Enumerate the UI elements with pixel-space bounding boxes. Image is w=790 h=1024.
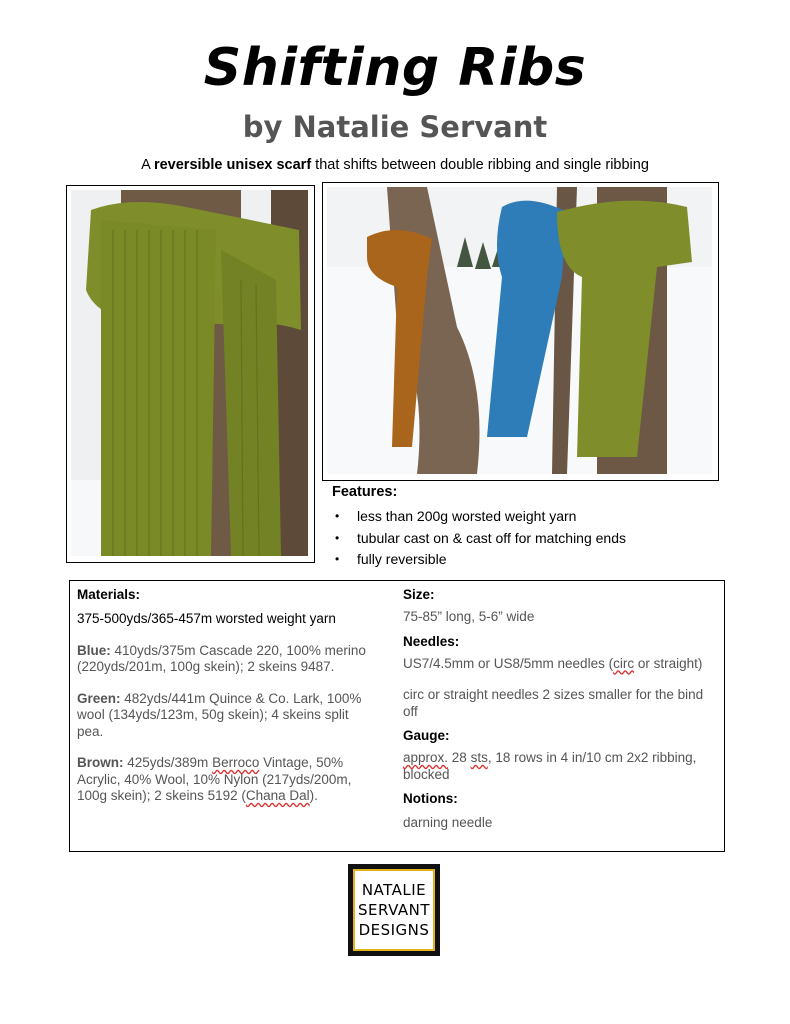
logo-line: SERVANT [357,901,431,919]
gauge-text-a: 28 [448,750,471,765]
feature-text: fully reversible [357,551,447,567]
logo-frame [353,869,435,951]
size-heading: Size: [403,587,435,602]
notions-heading: Notions: [403,791,458,806]
tagline-suffix: that shifts between double ribbing and single ribbing [311,157,649,173]
features-list [332,506,712,571]
bullet-icon: • [335,509,340,523]
brown-colorway: Chana Dal [245,788,310,803]
feature-item [332,506,712,528]
three-scarves-photo [322,182,719,481]
pattern-title: Shifting Ribs [203,38,587,98]
blue-yarn [77,643,377,676]
green-label: Green: [77,690,121,706]
notions-text: darning needle [403,815,493,830]
tagline-prefix: A [141,157,154,173]
needles-text-a: US7/4.5mm or US8/5mm needles ( [403,655,614,671]
brown-yarn [77,755,377,805]
brown-brand: Berroco [212,755,260,770]
feature-text: tubular cast on & cast off for matching ends [357,529,627,546]
feature-text: less than 200g worsted weight yarn [357,508,577,524]
gauge-text-b: , 18 rows in 4 in/10 cm 2x2 ribbing, blocked [403,750,697,782]
bullet-icon: • [335,530,340,545]
blue-label: Blue: [77,642,111,658]
bullet-icon: • [335,552,340,566]
materials-summary: 375-500yds/365-457m worsted weight yarn [77,611,336,626]
brown-text-c: ). [309,788,318,803]
brown-label: Brown: [77,755,124,770]
size-text: 75-85” long, 5-6” wide [403,609,535,624]
gauge-heading: Gauge: [403,728,450,743]
green-text: 482yds/441m Quince & Co. Lark, 100% wool (134yds/123m, 50g skein); 4 skeins split pea. [77,690,362,739]
brown-text-a: 425yds/389m [123,755,213,770]
gauge-approx: approx. [403,750,449,765]
designer-byline: by Natalie Servant [242,110,548,144]
feature-item [332,528,712,550]
logo-line: DESIGNS [358,921,430,939]
needles-heading: Needles: [403,633,460,649]
tagline [0,157,790,173]
features-section [332,484,712,571]
designer-logo [348,864,440,956]
blue-text: 410yds/375m Cascade 220, 100% merino (220yds/201m, 100g skein); 2 skeins 9487. [77,642,366,674]
materials-heading: Materials: [77,587,141,602]
brown-text-b: Vintage, 50% Acrylic, 40% Wool, 10% Nylon (217yds/200m, 100g skein); 2 skeins 5192 ( [77,755,352,803]
needles-bindoff: circ or straight needles 2 sizes smaller for the bind off [403,687,704,719]
feature-item [332,549,712,571]
gauge-sts: sts [470,750,488,765]
needles-circ: circ [613,655,635,671]
needles-text [403,656,721,673]
needles-text-b: or straight) [634,655,703,671]
features-heading: Features: [332,484,398,500]
green-yarn [77,691,377,741]
green-scarf-photo [66,185,315,563]
gauge-text [403,750,721,783]
materials-column [77,585,377,805]
logo-line: NATALIE [361,881,427,899]
tagline-emphasis: reversible unisex scarf [153,157,312,173]
specs-column [403,585,721,832]
materials-box [69,580,725,852]
